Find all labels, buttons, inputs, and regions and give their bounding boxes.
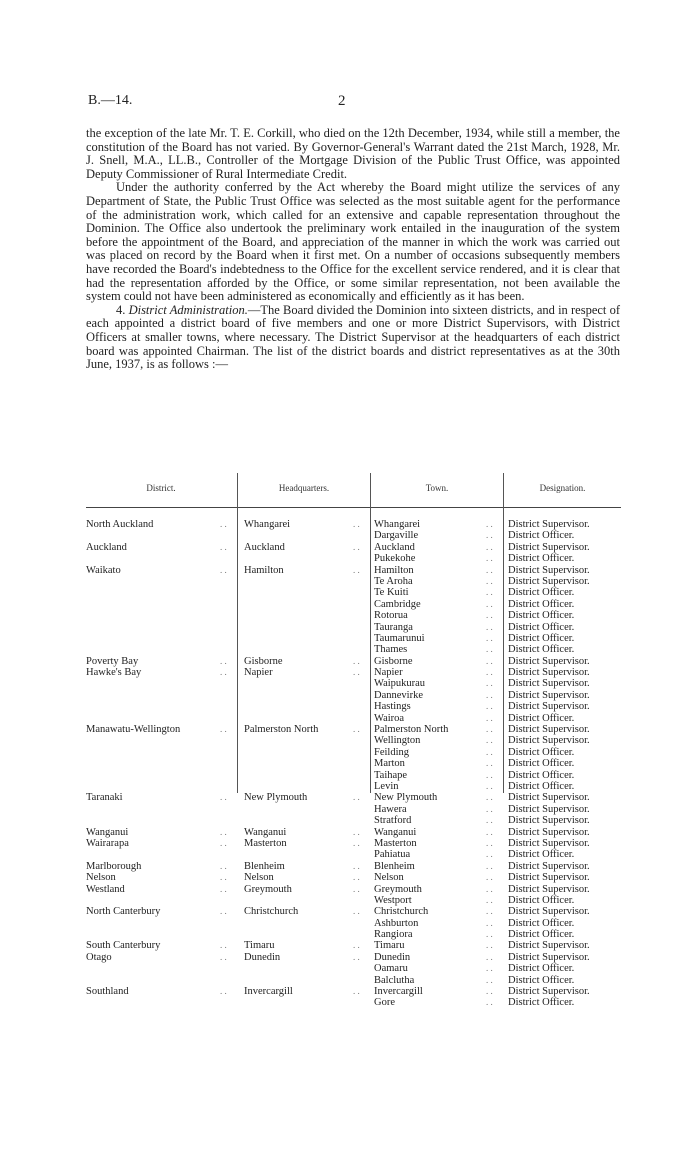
designation-cell: District Supervisor. (508, 837, 590, 849)
table-row (86, 781, 621, 792)
table-row (86, 656, 621, 667)
document-reference: B.—14. (88, 93, 133, 108)
table-row (86, 553, 621, 564)
district-cell: Taranaki (86, 792, 123, 804)
headquarters-cell: Whangarei (244, 519, 291, 530)
table-row (86, 940, 621, 951)
table-row (86, 701, 621, 712)
designation-cell: District Officer. (508, 929, 575, 941)
paragraph-1: the exception of the late Mr. T. E. Corkill, who died on the 12th December, 1934, while still a member, the constitution of the Board has not varied. By Governor-General's Warrant dated the 21st March, 1928, Mr. J. Snell, M.A., LL.B., Controller of the Mortgage Division of the Public Trust Office, was appointed Deputy Commissioner of Rural Intermediate Credit. (86, 126, 620, 181)
town-cell: Dargaville (374, 530, 419, 542)
table-row (86, 792, 621, 803)
paragraph-2: Under the authority conferred by the Act whereby the Board might utilize the services of any Department of State, the Public Trust Office was selected as the most suitable agent for the performance of the administration work, which called for an extensive and capable representation throughout the Dominion. The Office also undertook the preliminary work entailed in the inauguration of the system before the appointment of the Board, and appreciation of the manner in which the work was carried out was placed on record by the Board when it first met. On a number of occasions subsequently members have recorded the Board's indebtedness to the Office for the excellent service rendered, and it is clear that had the representation afforded by the Office, or some similar representation, not been available the system could not have been administered as economically and efficiently as it has been. (86, 180, 620, 304)
leader-dots: . . (486, 541, 493, 552)
table-row (86, 997, 621, 1008)
district-cell: Manawatu-Wellington (86, 724, 181, 736)
town-cell: Levin (374, 780, 399, 792)
leader-dots: . . (220, 837, 227, 848)
leader-dots: . . (486, 917, 493, 928)
designation-cell: District Supervisor. (508, 735, 590, 747)
leader-dots: . . (353, 837, 360, 848)
designation-cell: District Officer. (508, 587, 575, 599)
town-cell: Christchurch (374, 906, 429, 918)
town-cell: Wairoa (374, 712, 405, 724)
designation-cell: District Officer. (508, 917, 575, 929)
leader-dots: . . (486, 553, 493, 564)
leader-dots: . . (353, 951, 360, 962)
leader-dots: . . (486, 678, 493, 689)
designation-cell: District Supervisor. (508, 519, 590, 530)
leader-dots: . . (220, 940, 227, 951)
district-cell: South Canterbury (86, 940, 161, 952)
district-cell: Auckland (86, 541, 127, 553)
leader-dots: . . (486, 986, 493, 997)
table-row (86, 975, 621, 986)
designation-cell: District Supervisor. (508, 986, 590, 998)
page-number: 2 (338, 93, 346, 109)
leader-dots: . . (353, 906, 360, 917)
district-cell: Otago (86, 951, 112, 963)
designation-cell: District Supervisor. (508, 667, 590, 679)
column-header-district: District. (146, 483, 176, 493)
headquarters-cell: Greymouth (244, 883, 292, 895)
district-cell: Nelson (86, 872, 116, 884)
leader-dots: . . (486, 929, 493, 940)
table-row (86, 542, 621, 553)
leader-dots: . . (353, 792, 360, 803)
town-cell: Whangarei (374, 519, 421, 530)
town-cell: Oamaru (374, 963, 408, 975)
leader-dots: . . (220, 951, 227, 962)
leader-dots: . . (486, 963, 493, 974)
leader-dots: . . (486, 564, 493, 575)
headquarters-cell: Masterton (244, 837, 287, 849)
town-cell: Feilding (374, 746, 410, 758)
leader-dots: . . (220, 986, 227, 997)
leader-dots: . . (486, 894, 493, 905)
designation-cell: District Officer. (508, 849, 575, 861)
district-cell: Poverty Bay (86, 655, 139, 667)
table-row (86, 678, 621, 689)
table-row (86, 633, 621, 644)
table-row (86, 587, 621, 598)
table-row (86, 952, 621, 963)
table-row (86, 667, 621, 678)
leader-dots: . . (486, 803, 493, 814)
leader-dots: . . (486, 519, 493, 529)
designation-cell: District Officer. (508, 758, 575, 770)
leader-dots: . . (486, 940, 493, 951)
town-cell: Tauranga (374, 621, 413, 633)
leader-dots: . . (486, 598, 493, 609)
leader-dots: . . (353, 541, 360, 552)
table-row (86, 906, 621, 917)
leader-dots: . . (486, 712, 493, 723)
district-cell: Westland (86, 883, 125, 895)
leader-dots: . . (486, 621, 493, 632)
headquarters-cell: Gisborne (244, 655, 283, 667)
leader-dots: . . (220, 792, 227, 803)
town-cell: Hamilton (374, 564, 414, 576)
town-cell: Westport (374, 894, 412, 906)
page-header (88, 93, 620, 113)
town-cell: Cambridge (374, 598, 421, 610)
town-cell: Taihape (374, 769, 408, 781)
leader-dots: . . (353, 860, 360, 871)
district-cell: Waikato (86, 564, 121, 576)
town-cell: Pahiatua (374, 849, 411, 861)
designation-cell: District Supervisor. (508, 655, 590, 667)
town-cell: Ashburton (374, 917, 419, 929)
table-row (86, 724, 621, 735)
headquarters-cell: Auckland (244, 541, 285, 553)
leader-dots: . . (486, 849, 493, 860)
leader-dots: . . (220, 826, 227, 837)
designation-cell: District Supervisor. (508, 940, 590, 952)
table-row (86, 576, 621, 587)
table-row (86, 644, 621, 655)
designation-cell: District Officer. (508, 621, 575, 633)
designation-cell: District Supervisor. (508, 724, 590, 736)
leader-dots: . . (486, 735, 493, 746)
leader-dots: . . (486, 724, 493, 735)
table-body (86, 519, 621, 1009)
designation-cell: District Officer. (508, 644, 575, 656)
district-table (86, 473, 621, 1009)
table-row (86, 827, 621, 838)
column-header-headquarters: Headquarters. (278, 483, 330, 493)
headquarters-cell: Palmerston North (244, 724, 319, 736)
table-row (86, 530, 621, 541)
table-row (86, 884, 621, 895)
leader-dots: . . (486, 689, 493, 700)
designation-cell: District Supervisor. (508, 951, 590, 963)
column-header-designation: Designation. (539, 483, 586, 493)
paragraph-section-4 (86, 304, 620, 372)
town-cell: Hastings (374, 701, 411, 713)
headquarters-cell: Hamilton (244, 564, 284, 576)
designation-cell: District Officer. (508, 746, 575, 758)
designation-cell: District Supervisor. (508, 564, 590, 576)
leader-dots: . . (220, 872, 227, 883)
leader-dots: . . (220, 667, 227, 678)
leader-dots: . . (220, 519, 227, 529)
designation-cell: District Supervisor. (508, 575, 590, 587)
leader-dots: . . (486, 587, 493, 598)
town-cell: Invercargill (374, 986, 423, 998)
town-cell: Te Kuiti (374, 587, 409, 599)
leader-dots: . . (486, 792, 493, 803)
leader-dots: . . (486, 951, 493, 962)
leader-dots: . . (486, 610, 493, 621)
leader-dots: . . (486, 655, 493, 666)
town-cell: Greymouth (374, 883, 422, 895)
town-cell: Gisborne (374, 655, 413, 667)
section-text: —The Board divided the Dominion into sixteen districts, and in respect of each appointed a district board of five members and one or more District Supervisors, with District Officers at smaller towns, where necessary. The District Supervisor at the headquarters of each district board was appointed Chairman. The list of the district boards and district representatives as at the 30th June, 1937, is as follows :— (86, 302, 620, 372)
town-cell: Thames (374, 644, 408, 656)
leader-dots: . . (353, 940, 360, 951)
town-cell: Marton (374, 758, 405, 770)
table-row (86, 861, 621, 872)
district-cell: Southland (86, 986, 129, 998)
leader-dots: . . (220, 883, 227, 894)
designation-cell: District Supervisor. (508, 541, 590, 553)
leader-dots: . . (486, 826, 493, 837)
designation-cell: District Officer. (508, 610, 575, 622)
designation-cell: District Officer. (508, 780, 575, 792)
town-cell: Gore (374, 997, 395, 1009)
designation-cell: District Supervisor. (508, 872, 590, 884)
headquarters-cell: Invercargill (244, 986, 293, 998)
designation-cell: District Supervisor. (508, 803, 590, 815)
table-row (86, 747, 621, 758)
town-cell: Masterton (374, 837, 417, 849)
table-row (86, 872, 621, 883)
leader-dots: . . (486, 632, 493, 643)
town-cell: New Plymouth (374, 792, 438, 804)
leader-dots: . . (353, 872, 360, 883)
table-row (86, 895, 621, 906)
headquarters-cell: Timaru (244, 940, 275, 952)
table-row (86, 610, 621, 621)
table-row (86, 622, 621, 633)
table-row (86, 519, 621, 530)
town-cell: Dannevirke (374, 689, 423, 701)
designation-cell: District Officer. (508, 530, 575, 542)
column-header-town: Town. (425, 483, 449, 493)
town-cell: Rotorua (374, 610, 408, 622)
leader-dots: . . (353, 655, 360, 666)
leader-dots: . . (486, 860, 493, 871)
leader-dots: . . (486, 997, 493, 1008)
designation-cell: District Officer. (508, 553, 575, 565)
leader-dots: . . (220, 564, 227, 575)
headquarters-cell: New Plymouth (244, 792, 308, 804)
town-cell: Waipukurau (374, 678, 426, 690)
town-cell: Te Aroha (374, 575, 413, 587)
town-cell: Balclutha (374, 974, 415, 986)
leader-dots: . . (486, 575, 493, 586)
leader-dots: . . (486, 530, 493, 541)
designation-cell: District Officer. (508, 598, 575, 610)
district-cell: Hawke's Bay (86, 667, 142, 679)
town-cell: Blenheim (374, 860, 415, 872)
designation-cell: District Supervisor. (508, 906, 590, 918)
town-cell: Rangiora (374, 929, 413, 941)
section-number: 4. (116, 302, 126, 317)
leader-dots: . . (486, 758, 493, 769)
district-cell: Wairarapa (86, 837, 129, 849)
table-row (86, 963, 621, 974)
town-cell: Auckland (374, 541, 415, 553)
designation-cell: District Officer. (508, 632, 575, 644)
leader-dots: . . (486, 883, 493, 894)
designation-cell: District Officer. (508, 894, 575, 906)
table-row (86, 758, 621, 769)
headquarters-cell: Christchurch (244, 906, 299, 918)
town-cell: Nelson (374, 872, 404, 884)
designation-cell: District Officer. (508, 963, 575, 975)
district-cell: Marlborough (86, 860, 142, 872)
table-row (86, 804, 621, 815)
leader-dots: . . (220, 860, 227, 871)
town-cell: Taumarunui (374, 632, 425, 644)
leader-dots: . . (486, 667, 493, 678)
town-cell: Timaru (374, 940, 405, 952)
leader-dots: . . (220, 541, 227, 552)
town-cell: Dunedin (374, 951, 411, 963)
headquarters-cell: Wanganui (244, 826, 287, 838)
district-cell: Wanganui (86, 826, 129, 838)
designation-cell: District Supervisor. (508, 678, 590, 690)
table-row (86, 713, 621, 724)
designation-cell: District Officer. (508, 974, 575, 986)
table-row (86, 929, 621, 940)
town-cell: Napier (374, 667, 403, 679)
leader-dots: . . (486, 644, 493, 655)
leader-dots: . . (486, 769, 493, 780)
designation-cell: District Supervisor. (508, 701, 590, 713)
designation-cell: District Supervisor. (508, 815, 590, 827)
designation-cell: District Supervisor. (508, 792, 590, 804)
headquarters-cell: Nelson (244, 872, 274, 884)
leader-dots: . . (486, 974, 493, 985)
table-row (86, 838, 621, 849)
table-row (86, 986, 621, 997)
designation-cell: District Officer. (508, 997, 575, 1009)
leader-dots: . . (220, 655, 227, 666)
leader-dots: . . (486, 815, 493, 826)
designation-cell: District Officer. (508, 712, 575, 724)
leader-dots: . . (220, 906, 227, 917)
section-heading: District Administration. (128, 302, 248, 317)
district-cell: North Canterbury (86, 906, 161, 918)
leader-dots: . . (486, 780, 493, 791)
leader-dots: . . (353, 826, 360, 837)
leader-dots: . . (353, 724, 360, 735)
table-row (86, 690, 621, 701)
headquarters-cell: Dunedin (244, 951, 281, 963)
leader-dots: . . (220, 724, 227, 735)
leader-dots: . . (353, 564, 360, 575)
headquarters-cell: Napier (244, 667, 273, 679)
town-cell: Wanganui (374, 826, 417, 838)
leader-dots: . . (486, 701, 493, 712)
leader-dots: . . (353, 667, 360, 678)
table-row (86, 770, 621, 781)
town-cell: Hawera (374, 803, 407, 815)
leader-dots: . . (353, 986, 360, 997)
header-rule (86, 507, 621, 508)
designation-cell: District Supervisor. (508, 826, 590, 838)
table-row (86, 599, 621, 610)
table-row (86, 918, 621, 929)
designation-cell: District Supervisor. (508, 860, 590, 872)
table-row (86, 815, 621, 826)
leader-dots: . . (486, 906, 493, 917)
town-cell: Wellington (374, 735, 421, 747)
designation-cell: District Officer. (508, 769, 575, 781)
town-cell: Pukekohe (374, 553, 416, 565)
table-row (86, 849, 621, 860)
leader-dots: . . (353, 519, 360, 529)
headquarters-cell: Blenheim (244, 860, 285, 872)
leader-dots: . . (353, 883, 360, 894)
table-row (86, 565, 621, 576)
leader-dots: . . (486, 746, 493, 757)
table-row (86, 735, 621, 746)
leader-dots: . . (486, 837, 493, 848)
body-text (86, 127, 620, 372)
district-cell: North Auckland (86, 519, 154, 530)
town-cell: Stratford (374, 815, 412, 827)
designation-cell: District Supervisor. (508, 883, 590, 895)
town-cell: Palmerston North (374, 724, 449, 736)
leader-dots: . . (486, 872, 493, 883)
designation-cell: District Supervisor. (508, 689, 590, 701)
